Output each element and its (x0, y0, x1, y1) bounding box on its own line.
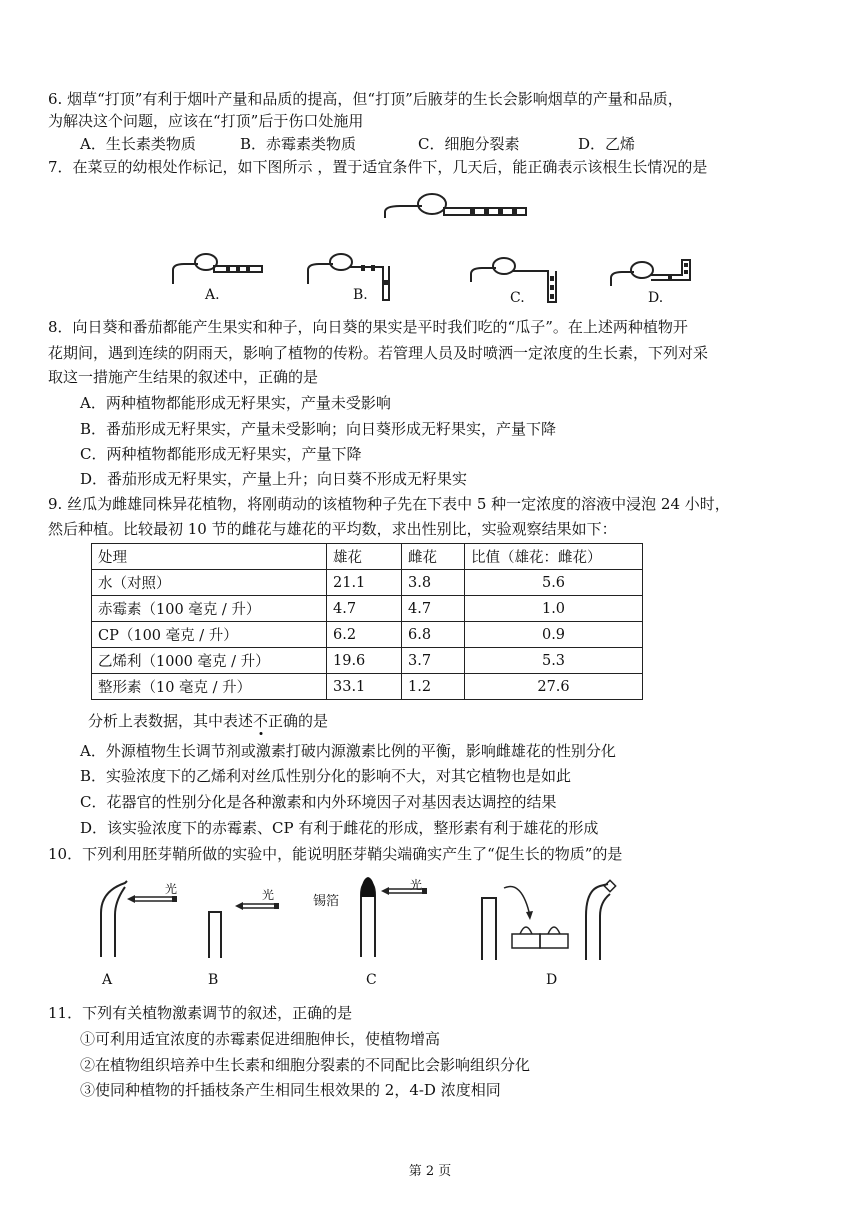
table-cell: 水（对照） (92, 570, 327, 596)
table-cell: 4.7 (327, 596, 402, 622)
q7-original-root-figure (380, 188, 530, 232)
q7-label-a: A. (205, 287, 220, 303)
table-row (92, 648, 643, 674)
table-row (92, 570, 643, 596)
table-cell: 1.0 (465, 596, 643, 622)
q9-results-table (91, 543, 643, 700)
q9-analysis-prompt (88, 710, 328, 732)
q7-label-c: C. (510, 290, 525, 306)
table-row (92, 622, 643, 648)
q10-label-b: B (208, 972, 219, 988)
q6-option-b: B．赤霉素类物质 (240, 135, 357, 153)
q10-foil-label: 锡箔 (313, 894, 340, 909)
q6-option-a: A．生长素类物质 (80, 135, 196, 153)
q10-light-label-a: 光 (165, 882, 178, 896)
table-cell: 6.2 (327, 622, 402, 648)
table-cell: 6.8 (402, 622, 465, 648)
table-header: 雌花 (402, 544, 465, 570)
table-header: 雄花 (327, 544, 402, 570)
table-cell: 3.8 (402, 570, 465, 596)
table-cell: 乙烯利（1000 毫克 / 升） (92, 648, 327, 674)
table-cell: 赤霉素（100 毫克 / 升） (92, 596, 327, 622)
q8-option-b: B．番茄形成无籽果实，产量未受影响；向日葵形成无籽果实，产量下降 (80, 420, 557, 438)
q7-stem: 7．在菜豆的幼根处作标记，如下图所示 ，置于适宜条件下，几天后，能正确表示该根生长情况的是 (48, 158, 708, 176)
q6-option-d: D．乙烯 (578, 135, 636, 153)
q10-figure-d (478, 876, 628, 965)
q9-emphasis-not: 不 (253, 712, 269, 730)
table-cell: 19.6 (327, 648, 402, 674)
q8-option-c: C．两种植物都能形成无籽果实，产量下降 (80, 445, 362, 463)
table-cell: 27.6 (465, 674, 643, 700)
table-row (92, 674, 643, 700)
q6-options (80, 133, 635, 155)
q9-option-c: C．花器官的性别分化是各种激素和内外环境因子对基因表达调控的结果 (80, 793, 557, 811)
seedling-root-diagram (380, 188, 530, 228)
table-header: 处理 (92, 544, 327, 570)
q10-light-label-c: 光 (410, 878, 423, 892)
q8-stem-line2: 花期间，遇到连续的阴雨天，影响了植物的传粉。若管理人员及时喷洒一定浓度的生长素，下列对采 (48, 344, 709, 362)
q6-stem-line1: 6. 烟草“打顶”有利于烟叶产量和品质的提高，但“打顶”后腋芽的生长会影响烟草的产量和品质， (48, 90, 683, 108)
table-row (92, 596, 643, 622)
q11-stem: 11．下列有关植物激素调节的叙述，正确的是 (48, 1004, 353, 1022)
q10-label-d: D (546, 972, 558, 988)
q11-item-3: ③使同种植物的扦插枝条产生相同生根效果的 2，4-D 浓度相同 (80, 1081, 501, 1099)
q9-option-b: B．实验浓度下的乙烯利对丝瓜性别分化的影响不大，对其它植物也是如此 (80, 767, 572, 785)
q7-label-b: B. (353, 287, 368, 303)
q7-label-d: D. (648, 290, 664, 306)
q6-option-c: C．细胞分裂素 (418, 135, 520, 153)
table-cell: 21.1 (327, 570, 402, 596)
q10-label-a: A (102, 972, 113, 988)
q8-stem-line3: 取这一措施产生结果的叙述中，正确的是 (48, 368, 319, 386)
table-cell: 33.1 (327, 674, 402, 700)
table-cell: 3.7 (402, 648, 465, 674)
q9-stem-line2: 然后种植。比较最初 10 节的雌花与雄花的平均数，求出性别比，实验观察结果如下： (48, 520, 617, 538)
q10-figure-b (205, 890, 290, 964)
q6-stem-line2: 为解决这个问题，应该在“打顶”后于伤口处施用 (48, 112, 364, 130)
q9-analysis-pre: 分析上表数据，其中表述 (88, 712, 254, 730)
q7-option-b-figure (305, 246, 395, 310)
q9-analysis-post: 正确的是 (268, 712, 329, 730)
table-cell: 4.7 (402, 596, 465, 622)
q8-option-d: D．番茄形成无籽果实，产量上升；向日葵不形成无籽果实 (80, 470, 468, 488)
q9-option-a: A．外源植物生长调节剂或激素打破内源激素比例的平衡，影响雌雄花的性别分化 (80, 742, 616, 760)
page-number: 第 2 页 (408, 1164, 452, 1179)
q7-option-a-figure (170, 248, 265, 292)
table-header-row (92, 544, 643, 570)
table-cell: 5.3 (465, 648, 643, 674)
q8-stem-line1: 8．向日葵和番茄都能产生果实和种子，向日葵的果实是平时我们吃的“瓜子”。在上述两种植物开 (48, 318, 688, 336)
table-header: 比值（雄花：雌花） (465, 544, 643, 570)
q8-option-a: A．两种植物都能形成无籽果实，产量未受影响 (80, 394, 391, 412)
q9-stem-line1: 9. 丝瓜为雌雄同株异花植物，将刚萌动的该植物种子先在下表中 5 种一定浓度的溶液中浸泡 24 小时， (48, 495, 730, 513)
q11-item-2: ②在植物组织培养中生长素和细胞分裂素的不同配比会影响组织分化 (80, 1056, 531, 1074)
table-cell: 整形素（10 毫克 / 升） (92, 674, 327, 700)
q10-stem: 10．下列利用胚芽鞘所做的实验中，能说明胚芽鞘尖端确实产生了“促生长的物质”的是 (48, 845, 623, 863)
table-cell: CP（100 毫克 / 升） (92, 622, 327, 648)
table-cell: 1.2 (402, 674, 465, 700)
q9-option-d: D．该实验浓度下的赤霉素、CP 有利于雌花的形成，整形素有利于雄花的形成 (80, 819, 599, 837)
q10-label-c: C (366, 972, 377, 988)
table-cell: 0.9 (465, 622, 643, 648)
q10-light-label-b: 光 (262, 888, 275, 902)
q10-figure-c (355, 875, 435, 964)
table-cell: 5.6 (465, 570, 643, 596)
q11-item-1: ①可利用适宜浓度的赤霉素促进细胞伸长，使植物增高 (80, 1030, 441, 1048)
